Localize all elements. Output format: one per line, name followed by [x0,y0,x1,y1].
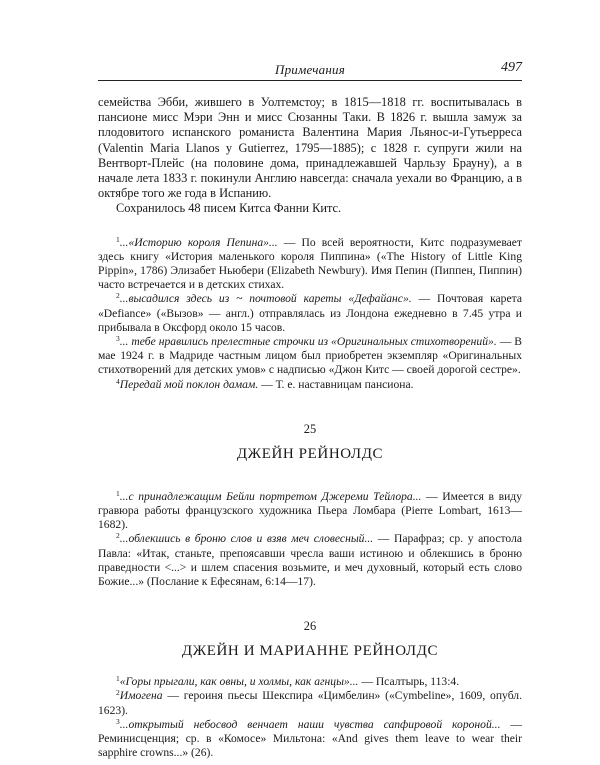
note-item [98,378,522,392]
note-quote: Имогена [119,689,163,703]
note-item [98,532,522,589]
note-quote: Передай мой поклон дамам. [119,377,259,391]
note-text: — героиня пьесы Шекспира «Цимбелин» («Cymbeline», 1609, опубл. 1623). [98,689,522,717]
note-number: 4 [116,376,120,386]
intro-text [98,95,522,217]
running-header [98,60,522,81]
note-quote: ...«Историю короля Пепина»... [119,235,278,249]
note-item [98,236,522,293]
note-quote: ... тебе нравились прелестные строчки из «Оригинальных стихотворений». [119,335,497,349]
note-quote: ...высадился здесь из ~ почтовой кареты «Дефайанс». [119,292,412,306]
notes-group-1 [98,236,522,392]
note-number: 1 [116,488,120,498]
section-title: ДЖЕЙН РЕЙНОЛДС [236,445,384,462]
note-text: — По всей вероятности, Китс подразумевает здесь книгу «История маленького короля Пиппина» («The History of Little King Pippin», 1786) Элизабет Ньюбери (Elizabeth Newbury). Имя Пепин (Пиппен, Пиппин) часто встречается и в детских стихах. [98,235,522,292]
note-number: 2 [116,531,120,541]
note-text: — Реминисценция; ср. в «Комосе» Мильтона: «And gives them leave to wear their sapphire crowns...» (26). [98,717,522,760]
note-text: — Т. е. наставницам пансиона. [258,377,414,391]
page-number: 497 [501,60,522,75]
note-number: 2 [116,291,120,301]
note-text: — В мае 1924 г. в Мадриде частным лицом был приобретен экземпляр «Оригинальных стихотворений для детских умов» с надписью «Джон Китс — своей дорогой сестре». [98,335,522,377]
note-item [98,718,522,761]
note-quote: ...открытый небосвод венчает наши чувства сапфировой короной... [119,717,501,731]
note-text: — Почтовая карета «Defiance» («Вызов» — англ.) отправлялась из Лондона ежедневно в 7.45 утра и прибывала в Оксфорд около 15 часов. [98,292,522,334]
note-number: 3 [116,334,120,344]
running-title: Примечания [275,62,345,77]
notes-group-3 [98,675,522,760]
section-number: 26 [303,619,317,634]
note-quote: ...облекшись в броню слов и взяв меч словесный... [119,532,374,546]
page-content [98,95,522,761]
note-text: — Имеется в виду гравюра работы французского художника Пьера Ломбара (Pierre Lombart, 1613—1682). [98,489,522,532]
note-item [98,689,522,717]
note-item [98,675,522,689]
note-item [98,335,522,378]
note-number: 3 [116,716,120,726]
note-quote: ...с принадлежащим Бейли портретом Джереми Тейлора... [119,489,422,503]
intro-paragraph: Сохранилось 48 писем Китса Фанни Китс. [116,201,342,216]
section-number: 25 [303,421,317,436]
intro-paragraph: семейства Эбби, жившего в Уолтемстоу; в 1815—1818 гг. воспитывалась в пансионе мисс Мэри Энн и мисс Сюзанны Таки. В 1826 г. вышла замуж за плодовитого испанского романиста Валентина Мария Льянос-и-Гутьерреса (Valentin Maria Llanos y Gutierrez, 1795—1885); с 1828 г. супруги жили на Вентворт-Плейс (на половине дома, принадлежавшей Чарльзу Брауну), а в начале лета 1833 г. покинули Англию навсегда: сначала уехали во Францию, а в октябре того же года в Испанию. [98,95,522,201]
note-quote: «Горы прыгали, как овны, и холмы, как агнцы»... [119,675,359,689]
note-item [98,292,522,335]
notes-group-2 [98,490,522,589]
note-number: 1 [116,674,120,684]
note-item [98,490,522,533]
note-number: 2 [116,688,120,698]
note-number: 1 [116,234,120,244]
section-title: ДЖЕЙН И МАРИАННЕ РЕЙНОЛДС [181,643,439,660]
note-text: — Парафраз; ср. у апостола Павла: «Итак, станьте, препоясавши чресла ваши истиною и облекшись в броню праведности <...> и шлем спасения возьмите, и меч духовный, который есть слово Божие...» (Послание к Ефесянам, 6:14—17). [98,532,523,589]
note-text: — Псалтырь, 113:4. [358,675,460,689]
